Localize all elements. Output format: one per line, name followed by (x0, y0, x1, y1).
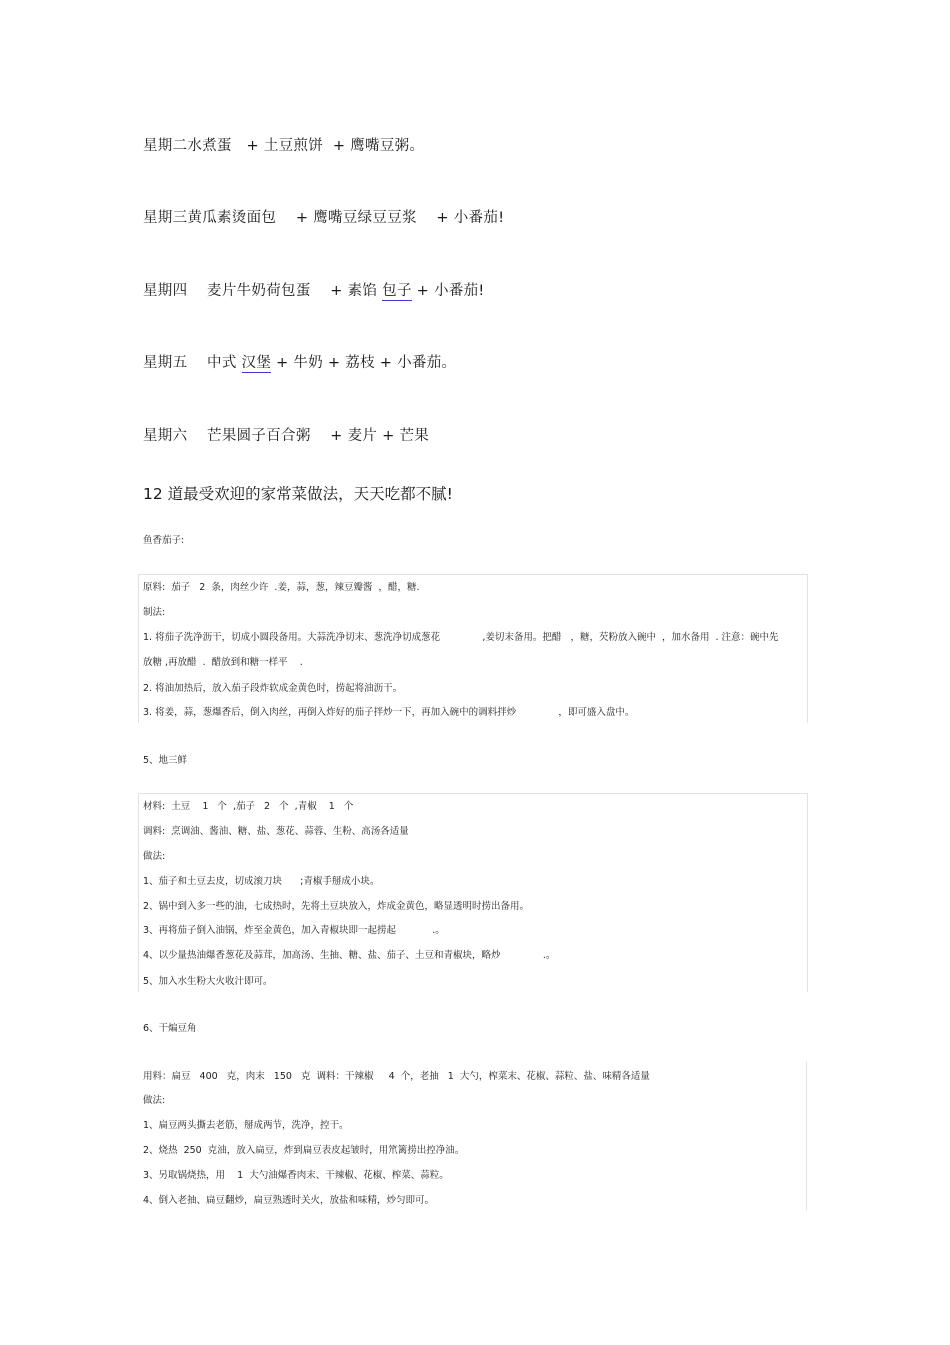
menu-line-saturday: 星期六 芒果圆子百合粥 + 麦片 + 芒果 (143, 428, 430, 444)
recipe-line: 2. 将油加热后，放入茄子段炸软成金黄色时，捞起将油沥干。 (143, 683, 403, 694)
recipe-line: 3、再将茄子倒入油锅，炸至金黄色，加入青椒块即一起捞起 .。 (143, 925, 445, 936)
recipe-line: 3、另取锅烧热，用 1 大勺油爆香肉末、干辣椒、花椒、榨菜、蒜粒。 (143, 1170, 449, 1181)
recipe-line: 1. 将茄子洗净沥干，切成小圆段备用。大蒜洗净切末、葱洗净切成葱花 ,姜切末备用。把醋 ，糖，芡粉放入碗中 ，加水备用 . 注意：碗中先 (143, 632, 779, 643)
dish-title: 5、地三鲜 (143, 755, 188, 766)
menu-friday-tail: + 牛奶 + 荔枝 + 小番茄。 (271, 355, 457, 371)
menu-line-thursday (143, 279, 485, 300)
recipe-line: 做法: (143, 1095, 166, 1106)
recipe-line: 放糖 ,再放醋 . 醋放到和糖一样平 . (143, 657, 303, 668)
recipe-line: 2、烧热 250 克油，放入扁豆，炸到扁豆表皮起皱时，用笊篱捞出控净油。 (143, 1145, 465, 1156)
menu-friday-text: 星期五 中式 (143, 355, 242, 371)
menu-line-tuesday: 星期二水煮蛋 + 土豆煎饼 + 鹰嘴豆粥。 (143, 138, 425, 154)
recipe-line: 4、倒入老抽、扁豆翻炒，扁豆熟透时关火，放盐和味精，炒匀即可。 (143, 1195, 435, 1206)
recipe-line: 调料: 烹调油、酱油、糖、盐、葱花、蒜蓉、生粉、高汤各适量 (143, 826, 409, 837)
menu-line-friday (143, 351, 456, 372)
recipe-line: 2、锅中到入多一些的油，七成热时，先将土豆块放入，炸成金黄色，略显透明时捞出备用。 (143, 901, 530, 912)
dish-title: 6、干煸豆角 (143, 1023, 197, 1034)
menu-thursday-text: 星期四 麦片牛奶荷包蛋 + 素馅 (143, 283, 383, 299)
recipe-line: 1、茄子和土豆去皮，切成滚刀块 ;青椒手掰成小块。 (143, 876, 380, 887)
hamburger-link[interactable]: 汉堡 (241, 355, 272, 371)
recipe-line: 原料: 茄子 2 条，肉丝少许 .姜，蒜，葱，辣豆瓣酱 ，醋，糖. (143, 582, 420, 593)
menu-thursday-tail: + 小番茄! (411, 283, 485, 299)
recipe-line: 3. 将姜，蒜，葱爆香后，倒入肉丝，再倒入炸好的茄子拌炒一下，再加入碗中的调料拌炒 ，即可盛入盘中。 (143, 707, 635, 718)
recipe-line: 4、以少量热油爆香葱花及蒜茸，加高汤、生抽、糖、盐、茄子、土豆和青椒块，略炒 .。 (143, 950, 556, 961)
recipe-line: 制法: (143, 607, 166, 618)
recipe-line: 材料: 土豆 1 个 ,茄子 2 个 ,青椒 1 个 (143, 801, 354, 812)
recipe-line: 1、扁豆两头撕去老筋，掰成两节，洗净，控干。 (143, 1120, 349, 1131)
recipe-line: 用料：扁豆 400 克，肉末 150 克 调料：干辣椒 4 个，老抽 1 大勺，榨菜末、花椒、蒜粒、盐、味精各适量 (143, 1071, 650, 1082)
menu-line-wednesday: 星期三黄瓜素烫面包 + 鹰嘴豆绿豆豆浆 + 小番茄! (143, 210, 505, 226)
recipe-box (138, 574, 808, 723)
recipe-box (138, 1062, 807, 1210)
recipe-line: 5、加入水生粉大火收汁即可。 (143, 976, 273, 987)
baozi-link[interactable]: 包子 (382, 283, 412, 299)
section-heading: 12 道最受欢迎的家常菜做法，天天吃都不腻! (143, 485, 453, 503)
recipe-line: 做法: (143, 851, 166, 862)
dish-title: 鱼香茄子: (143, 535, 185, 546)
